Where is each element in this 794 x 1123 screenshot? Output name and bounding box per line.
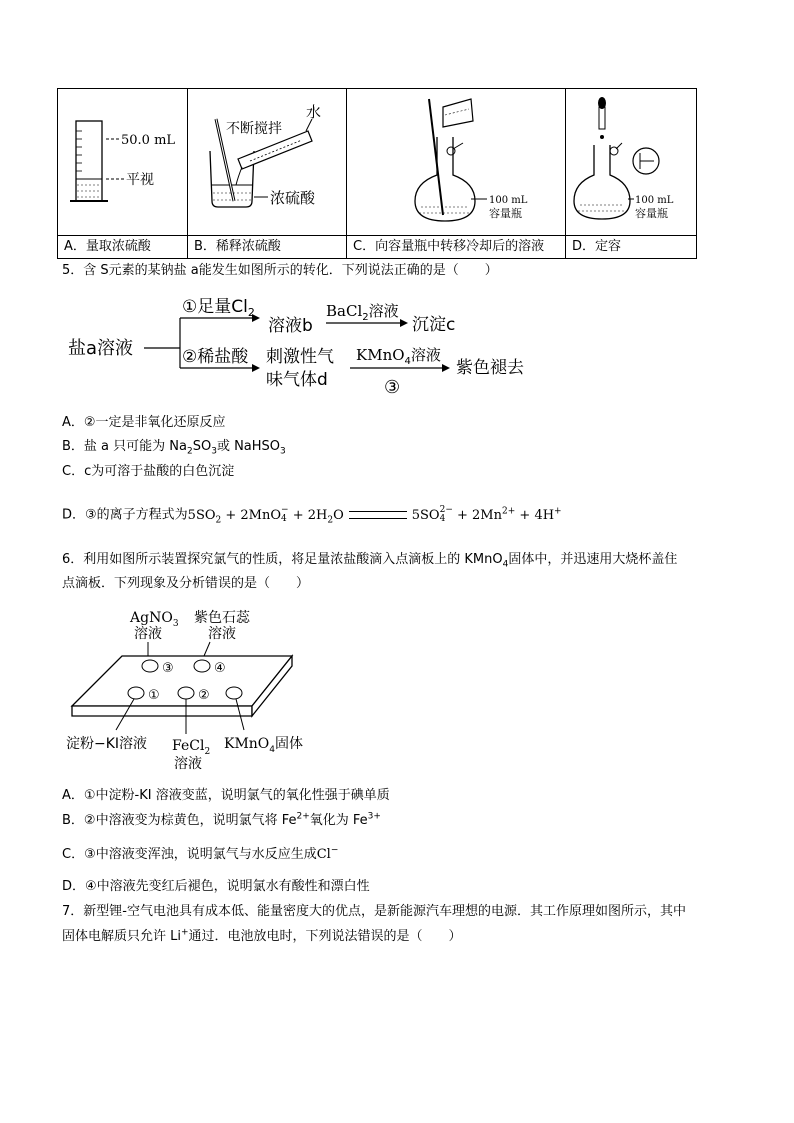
make-up-volume-figure	[566, 89, 696, 231]
q7-stem-line1: 7．新型锂-空气电池具有成本低、能量密度大的优点，是新能源汽车理想的电源．其工作原理如图所示，其中	[62, 904, 686, 919]
equation-equals-sign	[349, 511, 407, 519]
step3-label: ③	[384, 377, 401, 398]
q5-option-d: D．③的离子方程式为$5SO_2 + 2MnO-$ $4 + 2H_2O$ 5SO2− $4 + 2Mn^{2+} + 4H^+$	[62, 505, 562, 526]
label-100ml-c: 100 mL	[489, 195, 528, 206]
litmus-label: 紫色石蕊	[194, 610, 250, 626]
fecl2-label: FeCl$_2$	[172, 738, 211, 757]
figure-d-cell	[566, 89, 697, 236]
graduated-cylinder-figure	[58, 89, 187, 231]
agno3-solution-label: 溶液	[134, 626, 162, 642]
well-1-label: ①	[148, 688, 160, 703]
litmus-solution-label: 溶液	[208, 626, 236, 642]
option-b-caption: B．稀释浓硫酸	[188, 236, 347, 259]
kmno4-label: KMnO$_4$溶液	[356, 346, 441, 367]
option-a-caption: A．量取浓硫酸	[58, 236, 188, 259]
figure-b-cell	[188, 89, 347, 236]
label-conc-acid: 浓硫酸	[270, 189, 316, 207]
q6-stem-line1: 6．利用如图所示装置探究氯气的性质，将足量浓盐酸滴入点滴板上的 KMnO$_4$固体中，并迅速用大烧杯盖住	[62, 552, 678, 570]
label-100ml-d: 100 mL	[635, 195, 674, 206]
salt-a-label: 盐a溶液	[68, 338, 134, 359]
q7-stem-line2: 固体电解质只允许 Li+通过．电池放电时，下列说法错误的是（ ）	[62, 927, 462, 944]
starch-ki-label: 淀粉−KI溶液	[66, 736, 148, 752]
gas-d-label-1: 刺激性气	[266, 347, 334, 367]
q5-conversion-diagram	[60, 292, 580, 404]
q6-option-b: B．②中溶液变为棕黄色，说明氯气将 $Fe^{2+}$氧化为 $Fe^{3+}$	[62, 811, 381, 828]
label-flask-d: 容量瓶	[635, 207, 668, 220]
well-4-label: ④	[214, 661, 226, 676]
transfer-figure	[347, 89, 565, 231]
q5-stem: 5．含 S元素的某钠盐 a能发生如图所示的转化．下列说法正确的是（ ）	[62, 263, 498, 278]
bacl2-label: BaCl$_2$溶液	[326, 302, 399, 323]
well-2-label: ②	[198, 688, 210, 703]
step2-label: ②稀盐酸	[182, 347, 249, 367]
label-flask-c: 容量瓶	[489, 207, 522, 220]
label-water: 水	[306, 103, 322, 121]
label-stir: 不断搅拌	[226, 121, 282, 137]
spot-plate-diagram	[62, 606, 322, 776]
well-3-label: ③	[162, 661, 174, 676]
apparatus-table	[57, 88, 697, 259]
q5-option-c: C．c为可溶于盐酸的白色沉淀	[62, 464, 235, 479]
q6-option-c: C．③中溶液变浑浊，说明氯气与水反应生成Cl−	[62, 845, 339, 862]
precipitate-c-label: 沉淀c	[412, 315, 456, 335]
label-level-view: 平视	[126, 172, 154, 188]
gas-d-label-2: 味气体d	[266, 370, 328, 390]
label-50ml: 50.0 mL	[121, 133, 176, 148]
q6-option-a: A．①中淀粉-KI 溶液变蓝，说明氯气的氧化性强于碘单质	[62, 788, 390, 803]
figure-a-cell	[58, 89, 188, 236]
purple-fades-label: 紫色褪去	[456, 358, 524, 378]
option-d-caption: D．定容	[566, 236, 697, 259]
agno3-label: AgNO$_3$	[130, 610, 179, 629]
step1-label: ①足量$Cl_2$	[182, 297, 255, 319]
q6-option-d: D．④中溶液先变红后褪色，说明氯水有酸性和漂白性	[62, 879, 370, 894]
q5-option-b: B．盐 a 只可能为 $Na_2SO_3$或 NaHSO$_3$	[62, 439, 286, 457]
figure-c-cell	[347, 89, 566, 236]
fecl2-solution-label: 溶液	[174, 756, 202, 772]
q6-stem-line2: 点滴板．下列现象及分析错误的是（ ）	[62, 576, 310, 591]
kmno4-solid-label: KMnO$_4$固体	[224, 736, 304, 755]
solution-b-label: 溶液b	[268, 316, 313, 336]
option-c-caption: C．向容量瓶中转移冷却后的溶液	[347, 236, 566, 259]
q5-option-a: A．②一定是非氧化还原反应	[62, 415, 226, 430]
dilution-figure	[188, 89, 346, 231]
